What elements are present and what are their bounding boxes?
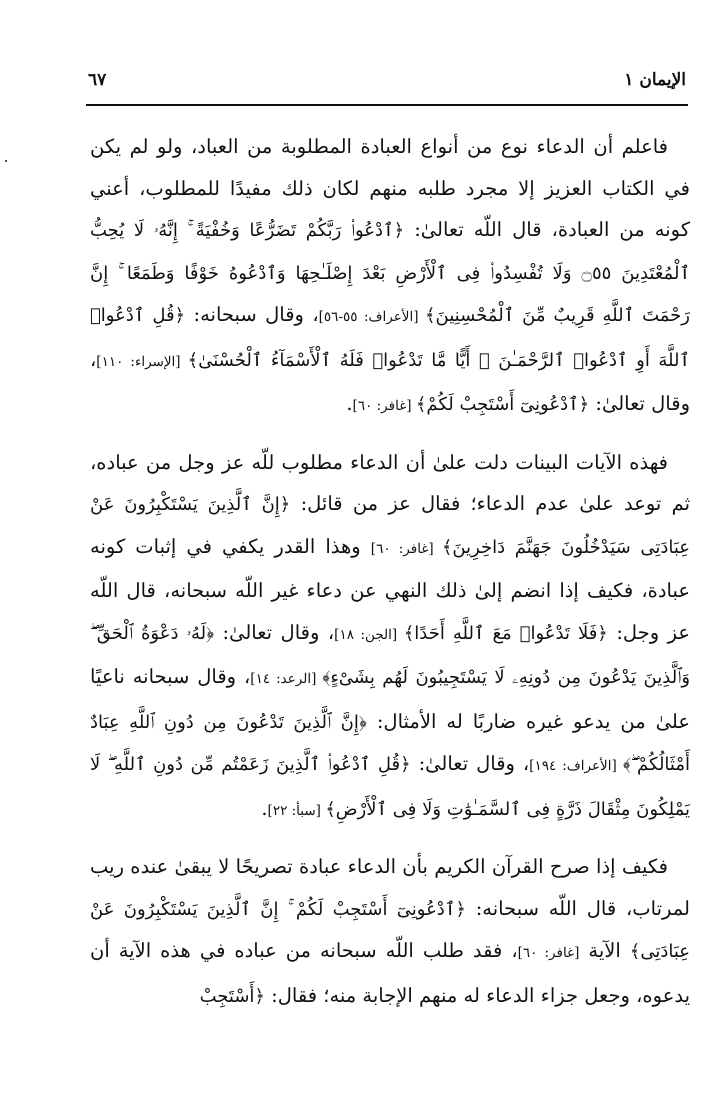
header-rule — [86, 104, 688, 106]
body-text-run: ، وقال سبحانه: — [185, 303, 319, 326]
paragraph — [90, 126, 690, 428]
body-text-run: وهذا القدر يكفي في إثبات كونه عبادة، فكيف إذا انضم إلىٰ ذلك النهي عن دعاء غير اللّه سبحانه، قال اللّه عز وجل: — [90, 534, 690, 644]
body-text-run: . — [346, 392, 353, 415]
body-text-run: . — [261, 796, 268, 820]
verse-reference: [غافر: ٦٠] — [370, 540, 442, 557]
body-text-run: فاعلم أن الدعاء نوع من أنواع العبادة المطلوبة من العباد، ولو لم يكن في الكتاب العزيز إلا مجرد طلبه منهم لكان ذلك مفيدًا للمطلوب، أعني كونه من العبادة، قال اللّه تعالىٰ: — [90, 135, 690, 241]
quran-verse: ﴿ٱدْعُوا۟ رَبَّكُمْ تَضَرُّعًا وَخُفْيَةً ۚ إِنَّهُۥ لَا يُحِبُّ ٱلْمُعْتَدِينَ ۝٥٥ وَلَا تُفْسِدُوا۟ فِى ٱلْأَرْضِ بَعْدَ إِصْلَـٰحِهَا وَٱدْعُوهُ خَوْفًا وَطَمَعًا ۚ إِنَّ رَحْمَتَ ٱللَّهِ قَرِيبٌ مِّنَ ٱلْمُحْسِنِينَ﴾ — [90, 220, 690, 326]
body-text-run: فهذه الآيات البينات دلت علىٰ أن الدعاء مطلوب للّه عز وجل من عباده، ثم توعد علىٰ عدم الدعاء؛ فقال عز من قائل: — [90, 450, 690, 515]
paragraph — [90, 442, 690, 833]
quran-verse: ﴿لَهُۥ دَعْوَةُ ٱلْحَقِّ ۖ وَٱلَّذِينَ يَدْعُونَ مِن دُونِهِۦ لَا يَسْتَجِيبُونَ لَهُم بِشَىْءٍ﴾ — [90, 622, 691, 688]
running-title: الإيمان ١ — [624, 70, 686, 90]
body-text-run: ، فقد طلب اللّه سبحانه من عباده في هذه الآية أن يدعوه، وجعل جزاء الدعاء له منهم الإجابة منه؛ فقال: — [90, 939, 690, 1007]
body-text-run: الآية — [579, 939, 630, 962]
verse-reference: [الجن: ١٨] — [334, 626, 404, 643]
quran-verse: ﴿ٱدْعُونِىٓ أَسْتَجِبْ لَكُمْ﴾ — [415, 394, 590, 415]
verse-reference: [الأعراف: ١٩٤] — [529, 758, 623, 774]
verse-reference: [غافر: ٦٠] — [352, 398, 416, 414]
quran-verse: ﴿فَلَا تَدْعُوا۟ مَعَ ٱللَّهِ أَحَدًا﴾ — [403, 622, 608, 644]
verse-reference: [سبأ: ٢٢] — [267, 802, 326, 819]
body-text-run: ، وقال تعالىٰ: — [410, 752, 530, 775]
quran-verse: ﴿ٱدْعُونِىٓ أَسْتَجِبْ لَكُمْ ۚ إِنَّ ٱلَّذِينَ يَسْتَكْبِرُونَ عَنْ عِبَادَتِى﴾ — [90, 898, 690, 962]
verse-reference: [الرعد: ١٤] — [250, 671, 323, 687]
quran-verse: ﴿قُلِ ٱدْعُوا۟ ٱلَّذِينَ زَعَمْتُم مِّن دُونِ ٱللَّهِ ۖ لَا يَمْلِكُونَ مِثْقَالَ ذَرَّةٍ فِى ٱلسَّمَـٰوَٰتِ وَلَا فِى ٱلْأَرْضِ﴾ — [90, 754, 690, 820]
body-text-run: ، وقال تعالىٰ: — [214, 620, 335, 644]
quran-verse: ﴿أَسْتَجِبْ — [199, 985, 265, 1007]
scan-speck — [5, 160, 7, 162]
quran-verse: ﴿إِنَّ ٱلَّذِينَ تَدْعُونَ مِن دُونِ ٱللَّهِ عِبَادٌ أَمْثَالُكُمْ ۖ﴾ — [90, 711, 690, 775]
body-text — [90, 126, 690, 1017]
quran-verse: ﴿قُلِ ٱدْعُوا۟ ٱللَّهَ أَوِ ٱدْعُوا۟ ٱلرَّحْمَـٰنَ ۖ أَيًّا مَّا تَدْعُوا۟ فَلَهُ ٱلْأَسْمَآءُ ٱلْحُسْنَىٰ﴾ — [90, 305, 690, 371]
page-header — [88, 66, 686, 100]
verse-reference: [الإسراء: ١١٠] — [96, 353, 188, 370]
verse-reference: [الأعراف: ٥٥-٥٦] — [318, 309, 425, 325]
paragraph — [90, 846, 690, 1017]
quran-verse: ﴿إِنَّ ٱلَّذِينَ يَسْتَكْبِرُونَ عَنْ عِبَادَتِى سَيَدْخُلُونَ جَهَنَّمَ دَاخِرِينَ﴾ — [90, 494, 691, 558]
verse-reference: [غافر: ٦٠] — [517, 945, 580, 961]
body-text-run: ، وقال سبحانه ناعيًا علىٰ من يدعو غيره ضاربًا له الأمثال: — [90, 665, 690, 733]
body-text-run: فكيف إذا صرح القرآن الكريم بأن الدعاء عبادة تصريحًا لا يبقىٰ عنده ريب لمرتاب، قال اللّه سبحانه: — [90, 855, 690, 920]
body-text-run: ، وقال تعالىٰ: — [90, 347, 690, 415]
page-number: ٦٧ — [88, 70, 107, 90]
